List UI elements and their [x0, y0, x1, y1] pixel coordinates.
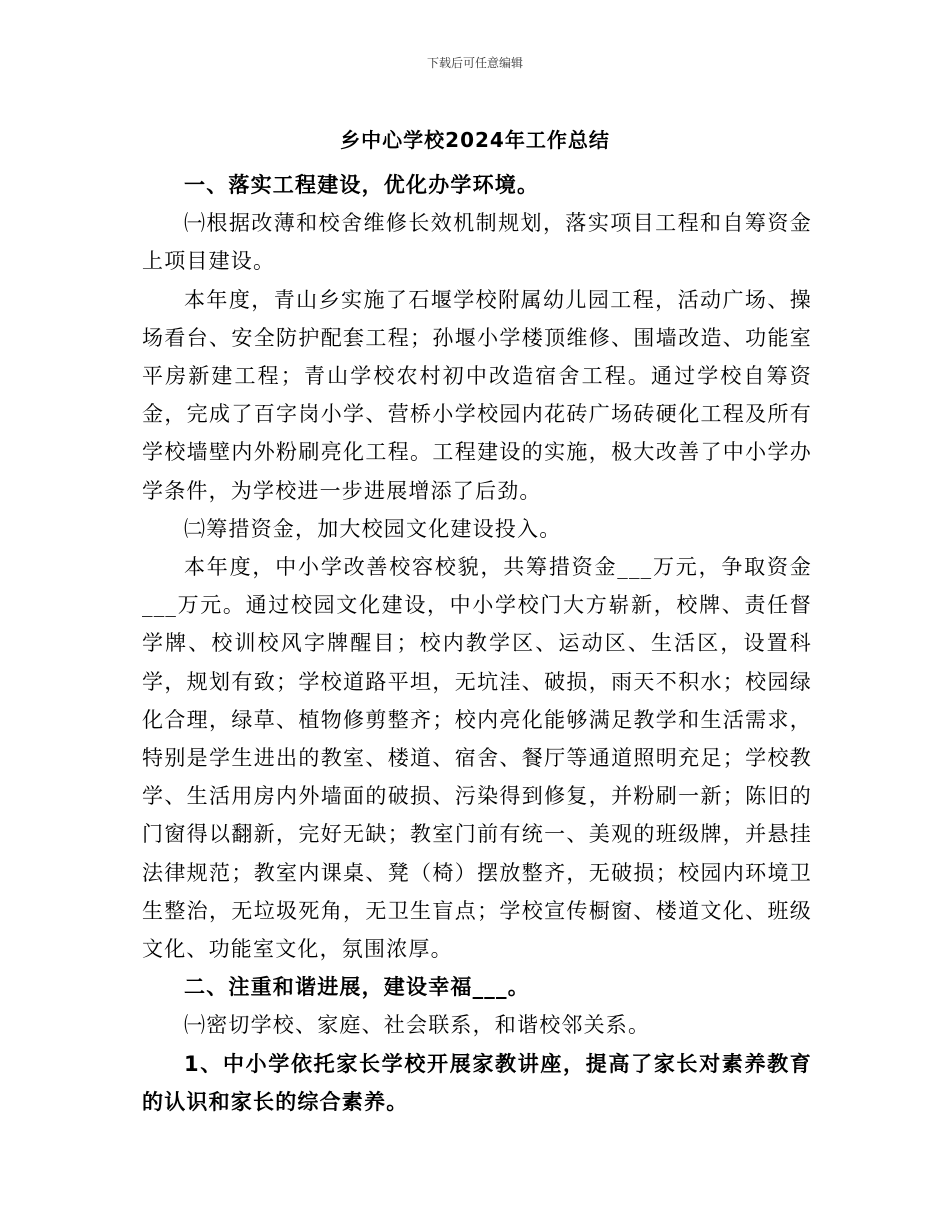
item-2-1-1: 1、中小学依托家长学校开展家教讲座，提高了家长对素养教育的认识和家长的综合素养。 — [142, 1051, 812, 1114]
section-heading-2: 二、注重和谐进展，建设幸福___。 — [184, 975, 530, 1000]
paragraph-1-1: 本年度，青山乡实施了石堰学校附属幼儿园工程，活动广场、操场看台、安全防护配套工程；孙堰小学楼顶维修、围墙改造、功能室平房新建工程；青山学校农村初中改造宿舍工程。通过学校自筹资金，完成了百字岗小学、营桥小学校园内花砖广场砖硬化工程及所有学校墙壁内外粉刷亮化工程。工程建设的实施，极大改善了中小学办学条件，为学校进一步进展增添了后劲。 — [142, 287, 812, 503]
paragraph-1-2: 本年度，中小学改善校容校貌，共筹措资金___万元，争取资金___万元。通过校园文化建设，中小学校门大方崭新，校牌、责任督学牌、校训校风字牌醒目；校内教学区、运动区、生活区，设置科学，规划有致；学校道路平坦，无坑洼、破损，雨天不积水；校园绿化合理，绿草、植物修剪整齐；校内亮化能够满足教学和生活需求，特别是学生进出的教室、楼道、宿舍、餐厅等通道照明充足；学校教学、生活用房内外墙面的破损、污染得到修复，并粉刷一新；陈旧的门窗得以翻新，完好无缺；教室门前有统一、美观的班级牌，并悬挂法律规范；教室内课桌、凳（椅）摆放整齐，无破损；校园内环境卫生整治，无垃圾死角，无卫生盲点；学校宣传橱窗、楼道文化、班级文化、功能室文化，氛围浓厚。 — [142, 555, 812, 962]
document-body — [142, 166, 812, 1121]
section-heading-1: 一、落实工程建设，优化办学环境。 — [184, 173, 540, 197]
subsection-1-1: ㈠根据改薄和校舍维修长效机制规划，落实项目工程和自筹资金上项目建设。 — [142, 211, 812, 274]
header-note: 下载后可任意编辑 — [426, 56, 523, 70]
subsection-2-1: ㈠密切学校、家庭、社会联系，和谐校邻关系。 — [184, 1013, 651, 1038]
subsection-1-2: ㈡筹措资金，加大校园文化建设投入。 — [184, 516, 562, 541]
document-title: 乡中心学校2024年工作总结 — [340, 128, 610, 152]
